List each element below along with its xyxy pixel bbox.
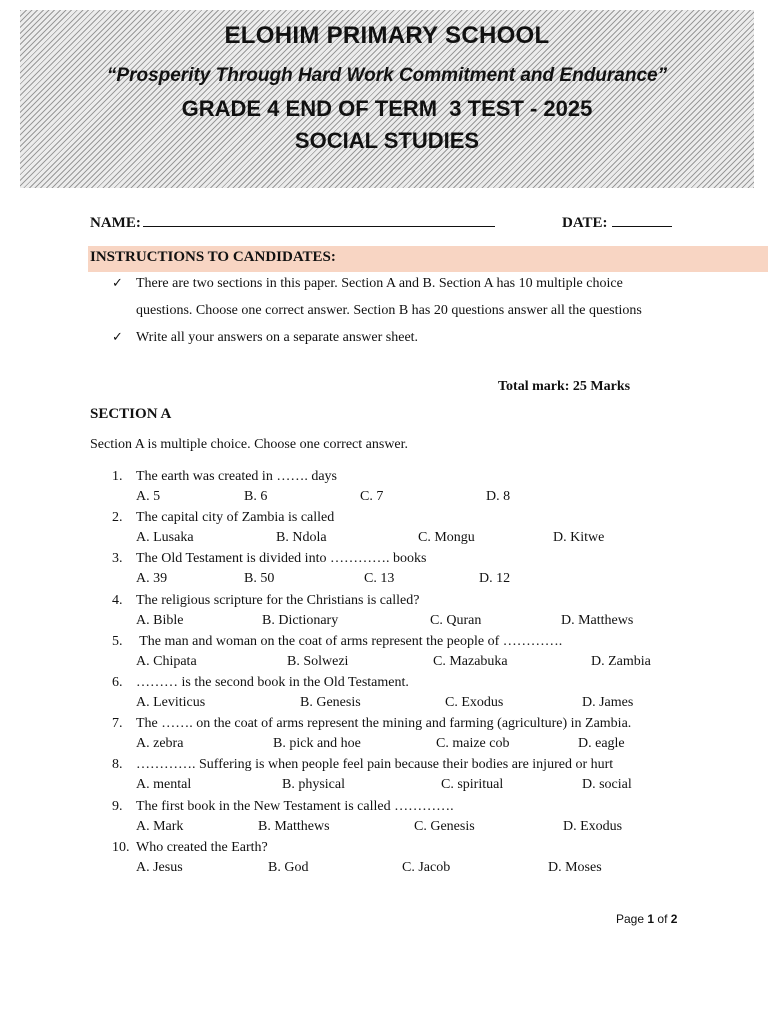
section-a-title: SECTION A	[90, 406, 172, 422]
question-item	[112, 840, 712, 881]
question-item	[112, 634, 712, 675]
option-c: C. maize cob	[436, 736, 510, 752]
question-text: The religious scripture for the Christians is called?	[136, 592, 420, 608]
school-name: ELOHIM PRIMARY SCHOOL	[224, 22, 550, 49]
instruction-text: There are two sections in this paper. Section A and B. Section A has 10 multiple choice questions. Choose one correct answer. Section B has 20 questions answer all the questions	[136, 276, 642, 318]
question-number: 7.	[112, 716, 123, 732]
name-field	[90, 212, 495, 232]
question-number: 10.	[112, 839, 130, 855]
question-item	[112, 469, 712, 510]
question-number: 3.	[112, 551, 123, 567]
total-pages: 2	[670, 912, 678, 926]
date-blank-line	[612, 212, 672, 227]
question-item	[112, 551, 712, 592]
date-label: DATE:	[562, 215, 608, 231]
question-number: 1.	[112, 469, 123, 484]
question-text: The capital city of Zambia is called	[136, 510, 335, 526]
option-a: A. 39	[136, 571, 168, 587]
name-blank-line	[143, 212, 495, 227]
option-b: B. physical	[282, 777, 345, 793]
question-number: 5.	[112, 633, 123, 649]
question-text: The Old Testament is divided into …………. books	[136, 551, 427, 567]
question-number: 4.	[112, 592, 123, 608]
option-d: D. Matthews	[561, 612, 634, 628]
question-item	[112, 675, 712, 716]
option-d: D. social	[582, 777, 632, 793]
option-b: B. God	[268, 859, 309, 875]
instruction-item	[112, 270, 672, 324]
question-item	[112, 757, 712, 798]
option-b: B. 6	[244, 489, 268, 504]
subject-title: SOCIAL STUDIES	[294, 128, 480, 153]
option-d: D. Kitwe	[553, 530, 605, 546]
option-b: B. pick and hoe	[273, 736, 361, 752]
question-text: The ……. on the coat of arms represent the mining and farming (agriculture) in Zambia.	[136, 716, 632, 732]
option-b: B. Ndola	[276, 530, 327, 546]
question-item	[112, 510, 712, 551]
option-c: C. Mazabuka	[433, 653, 508, 669]
option-c: C. 13	[364, 571, 395, 587]
checkmark-icon: ✓	[112, 276, 123, 291]
option-b: B. Genesis	[300, 694, 361, 710]
section-a-description: Section A is multiple choice. Choose one correct answer.	[90, 437, 409, 452]
question-text: The first book in the New Testament is called ………….	[136, 798, 454, 814]
option-b: B. 50	[244, 571, 275, 587]
question-item	[112, 799, 712, 840]
option-d: D. Moses	[548, 859, 602, 875]
question-text: ……… is the second book in the Old Testament.	[136, 674, 409, 690]
current-page: 1	[647, 912, 655, 926]
instructions-heading-bar	[88, 246, 768, 272]
question-text: The man and woman on the coat of arms represent the people of ………….	[136, 633, 563, 649]
option-c: C. Jacob	[402, 859, 451, 875]
option-a: A. Leviticus	[136, 694, 206, 710]
option-c: C. Exodus	[445, 694, 504, 710]
checkmark-icon: ✓	[112, 330, 123, 345]
question-text: Who created the Earth?	[136, 839, 268, 855]
option-a: A. Mark	[136, 818, 184, 834]
question-list	[112, 469, 712, 881]
question-item	[112, 716, 712, 757]
question-text: The earth was created in ……. days	[136, 469, 337, 484]
option-b: B. Dictionary	[262, 612, 339, 628]
option-b: B. Matthews	[258, 818, 330, 834]
option-d: D. eagle	[578, 736, 625, 752]
option-c: C. 7	[360, 489, 384, 504]
option-d: D. 12	[479, 571, 511, 587]
instruction-text: Write all your answers on a separate answer sheet.	[136, 330, 419, 345]
test-title: GRADE 4 END OF TERM 3 TEST - 2025	[181, 96, 593, 121]
option-a: A. mental	[136, 777, 192, 793]
option-c: C. Mongu	[418, 530, 475, 546]
option-a: A. Jesus	[136, 859, 183, 875]
page-word: Page	[616, 912, 645, 926]
question-text: …………. Suffering is when people feel pain because their bodies are injured or hurt	[136, 757, 614, 773]
option-d: D. Zambia	[591, 653, 651, 669]
option-a: A. 5	[136, 489, 161, 504]
page-number	[616, 912, 677, 926]
question-number: 6.	[112, 674, 123, 690]
option-d: D. James	[582, 694, 634, 710]
option-a: A. Lusaka	[136, 530, 194, 546]
option-a: A. Bible	[136, 612, 184, 628]
option-b: B. Solwezi	[287, 653, 349, 669]
question-number: 8.	[112, 757, 123, 773]
question-number: 2.	[112, 510, 123, 526]
instructions-list	[112, 270, 672, 351]
school-motto: “Prosperity Through Hard Work Commitment and Endurance”	[106, 65, 668, 86]
date-field	[562, 212, 672, 232]
option-a: A. Chipata	[136, 653, 197, 669]
option-d: D. Exodus	[563, 818, 623, 834]
option-c: C. spiritual	[441, 777, 504, 793]
instructions-title: INSTRUCTIONS TO CANDIDATES:	[90, 249, 336, 265]
header-banner	[20, 10, 754, 188]
question-number: 9.	[112, 798, 123, 814]
of-word: of	[657, 912, 668, 926]
question-item	[112, 593, 712, 634]
option-c: C. Quran	[430, 612, 482, 628]
option-a: A. zebra	[136, 736, 184, 752]
option-c: C. Genesis	[414, 818, 475, 834]
option-d: D. 8	[486, 489, 511, 504]
instruction-item	[112, 324, 672, 351]
name-label: NAME:	[90, 215, 141, 231]
total-mark: Total mark: 25 Marks	[498, 379, 631, 394]
